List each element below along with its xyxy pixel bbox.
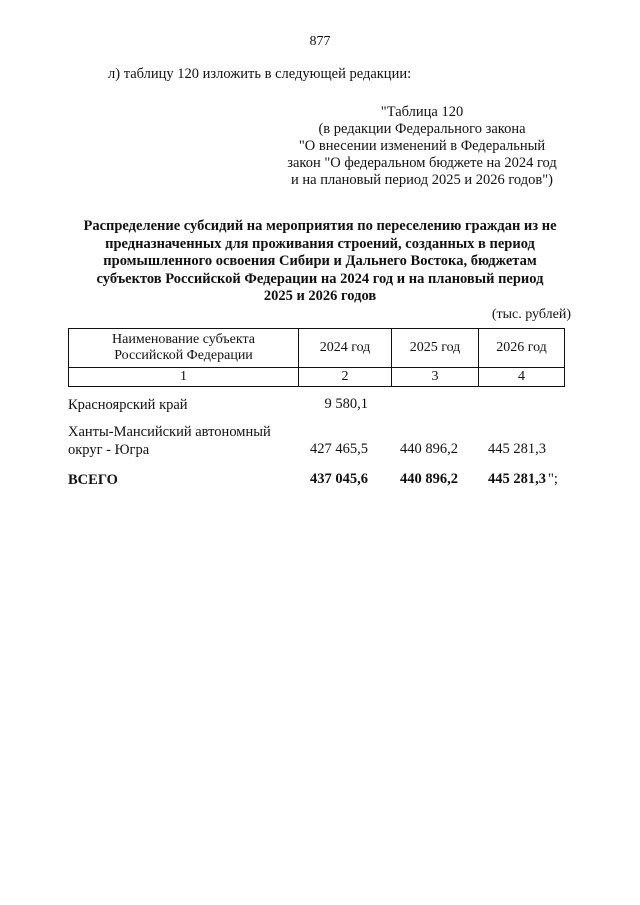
- row-name-line: Красноярский край: [68, 397, 188, 413]
- units-label: (тыс. рублей): [491, 307, 571, 322]
- column-number: 4: [479, 368, 565, 387]
- row-name-line: Ханты-Мансийский автономный: [68, 424, 271, 440]
- row-value-2024: 427 465,5: [310, 441, 368, 457]
- header-subject-name: [69, 329, 299, 368]
- header-2025: 2025 год: [392, 329, 479, 368]
- title-line: промышленного освоения Сибири и Дальнего Востока, бюджетам: [103, 253, 537, 269]
- column-number: 1: [69, 368, 299, 387]
- row-subject-name: [68, 396, 188, 414]
- table-row: [68, 396, 572, 416]
- total-value-2026: 445 281,3: [488, 471, 546, 487]
- column-number: 3: [392, 368, 479, 387]
- total-row: [68, 471, 572, 491]
- row-name-line: округ - Югра: [68, 442, 150, 458]
- header-name-line: Российской Федерации: [114, 348, 253, 363]
- title-line: субъектов Российской Федерации на 2024 год и на плановый период: [96, 270, 544, 287]
- instruction-text: л) таблицу 120 изложить в следующей редакции:: [108, 66, 412, 82]
- row-value-2026: 445 281,3: [488, 441, 546, 457]
- header-row: [69, 329, 565, 368]
- total-value-2025: 440 896,2: [400, 471, 458, 487]
- header-2026: 2026 год: [479, 329, 565, 368]
- row-value-2025: 440 896,2: [400, 441, 458, 457]
- header-name-line: Наименование субъекта: [112, 332, 255, 347]
- note-line: "О внесении изменений в Федеральный: [298, 138, 546, 154]
- table-reference-note: [262, 104, 582, 189]
- column-number: 2: [299, 368, 392, 387]
- title-line: Распределение субсидий на мероприятия по переселению граждан из не: [83, 218, 557, 234]
- row-subject-name: [68, 423, 271, 459]
- note-line: закон "О федеральном бюджете на 2024 год: [287, 155, 557, 171]
- header-2024: 2024 год: [299, 329, 392, 368]
- title-line: 2025 и 2026 годов: [263, 288, 377, 304]
- note-line: и на плановый период 2025 и 2026 годов"): [291, 172, 553, 188]
- total-value-2024: 437 045,6: [310, 471, 368, 487]
- note-line: (в редакции Федерального закона: [318, 121, 526, 137]
- row-value-2024: 9 580,1: [324, 396, 368, 412]
- table-row: [68, 423, 572, 461]
- note-line: "Таблица 120: [380, 104, 464, 120]
- total-label: ВСЕГО: [68, 472, 118, 488]
- table-title: [60, 218, 580, 306]
- table-header: [68, 328, 565, 387]
- page-number: 877: [309, 34, 331, 49]
- closing-quote: ";: [548, 471, 558, 487]
- column-number-row: [69, 368, 565, 387]
- title-line: предназначенных для проживания строений, созданных в период: [105, 235, 535, 252]
